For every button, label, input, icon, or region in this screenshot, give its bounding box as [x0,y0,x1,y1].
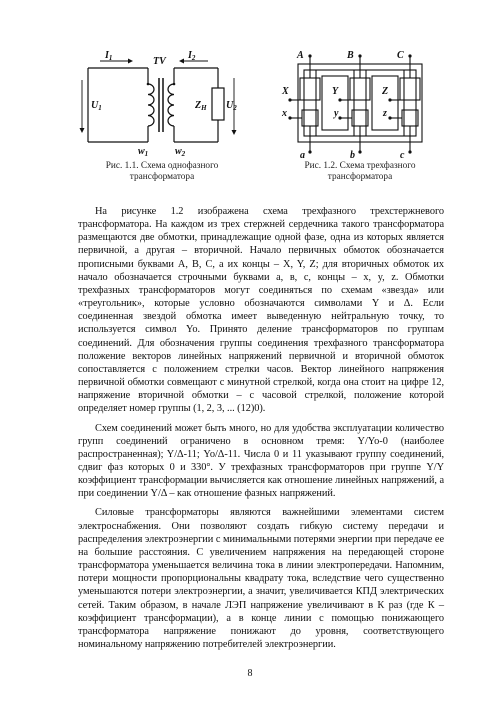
label-z-upper: Z [382,86,389,97]
paragraph-1: На рисунке 1.2 изображена схема трехфазного трехстержневого трансформатора. На каждом из трех стержней сердечника такого трансформатора размещаются две обмотки, принадлежащие одной фазе, одна из которых является первичной, а другая – вторичной. Начало первичных обмоток обозначается прописными буквами A, B, C, а их концы – X, Y, Z; для вторичных обмоток их начало обозначается строчными буквами a, в, c, концы – x, y, z. Обмотки трехфазных трансформаторов могут соединяться по схемам «звезда» или «треугольник», которые условно обозначаются символами Y и Δ. Если соединенная звездой обмотка имеет выведенную нейтральную точку, то используется символ Yo. Принято деление трансформаторов по группам соединений. Для обозначения группы соединения трехфазного трансформатора положение векторов линейных напряжений первичной и вторичной обмоток сопоставляется с положением стрелки часов. Вектор линейного напряжения первичной обмотки совмещают с минутной стрелкой, когда она стоит на цифре 12, напряжение вторичной обмотки – с часовой стрелкой, положение которой определяет номер группы (1, 2, 3, ... (12)0). [78,206,444,415]
label-u2: $U_2$ [226,100,237,112]
figure-three-phase-transformer [280,48,430,160]
label-c-lower: c [400,150,405,160]
figure2-caption-line1: Рис. 1.2. Схема трехфазного [304,161,416,171]
label-a-upper: A [297,50,304,61]
figure2-caption [290,161,430,183]
label-w2: $w_2$ [175,146,186,158]
label-w1: $w_1$ [138,146,149,158]
paragraph-2: Схем соединений может быть много, но для удобства эксплуатации количество групп соединений ограничено в основном тремя: Y/Yo-0 (наиболее распространенная); Y/Δ-11; Yo/Δ-11. Числа 0 и 11 указывают группу соединений, сдвиг фаз которых 0 и 330°. У трехфазных трансформаторов при группе Y/Y коэффициент трансформации вычисляется как отношение линейных напряжений, а при соединении Y/Δ – как отношение фазных напряжений. [78,422,444,500]
page-number: 8 [247,668,253,679]
label-y-lower: y [334,108,339,119]
label-a-lower: a [300,150,305,160]
single-phase-schematic [76,50,246,158]
figure-single-phase-transformer [76,50,246,158]
label-y-upper: Y [332,86,339,97]
label-b-lower: b [350,150,355,160]
figure2-caption-line2: трансформатора [327,172,393,182]
label-c-upper: C [397,50,404,61]
label-b-upper: B [347,50,354,61]
label-x-upper: X [282,86,289,97]
label-i2: $I_2$ [188,50,196,62]
label-z-lower: z [383,108,387,119]
label-i1: $I_1$ [105,50,113,62]
label-x-lower: x [282,108,287,119]
figure1-caption-line1: Рис. 1.1. Схема однофазного [105,161,219,171]
figure1-caption-line2: трансформатора [129,172,195,182]
paragraph-3: Силовые трансформаторы являются важнейшими элементами систем электроснабжения. Они позволяют создать гибкую систему передачи и распределения электроэнергии с минимальными потерями энергии при передаче ее на большие расстояния. С увеличением напряжения на передающей стороне трансформатора уменьшается величина тока в линии электропередачи. Напомним, потери мощности пропорциональны квадрату тока, вследствие чего существенно уменьшаются потери электроэнергии, а значит, увеличивается КПД электрических сетей. Таким образом, в начале ЛЭП напряжение увеличивают в К раз (где К – коэффициент трансформации), а в конце линии с помощью понижающего трансформатора напряжение понижают до уровня, соответствующего номинальному напряжению потребителей электроэнергии. [78,507,444,650]
label-u1: $U_1$ [91,100,102,112]
label-tv: TV [153,56,166,67]
label-zn: $Z_Н$ [195,100,207,112]
three-phase-schematic [280,48,430,160]
body-text [78,205,444,651]
figure1-caption [82,161,242,183]
